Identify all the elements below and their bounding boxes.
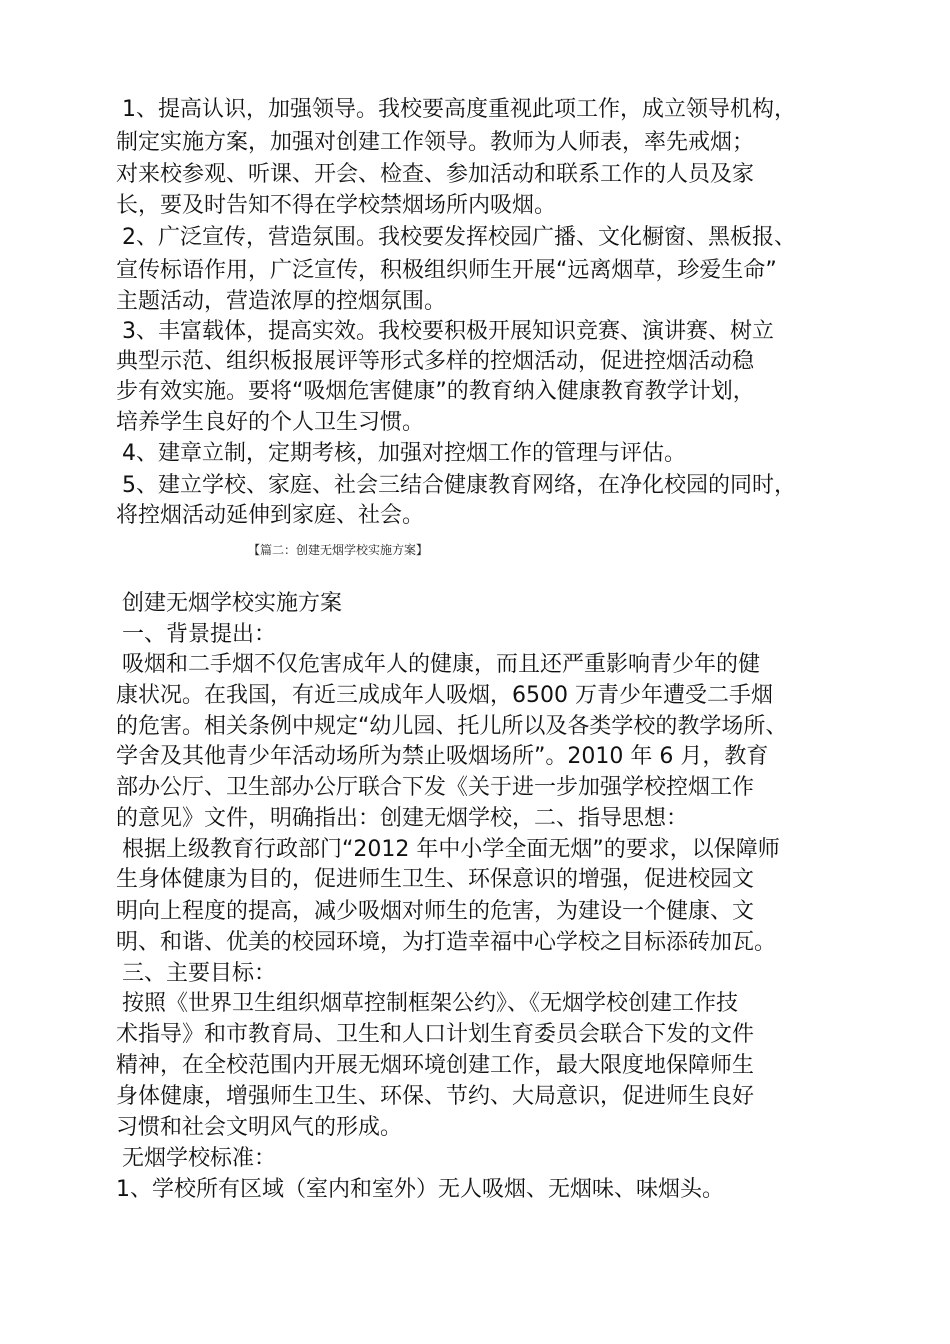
text-line: 康状况。在我国，有近三成成年人吸烟，6500 万青少年遭受二手烟 (116, 683, 773, 708)
text-line: 三、主要目标： (122, 961, 277, 986)
text-line: 习惯和社会文明风气的形成。 (116, 1115, 403, 1140)
text-line: 1、提高认识，加强领导。我校要高度重视此项工作，成立领导机构， (122, 97, 796, 122)
text-line: 长，要及时告知不得在学校禁烟场所内吸烟。 (116, 193, 557, 218)
text-line: 主题活动，营造浓厚的控烟氛围。 (116, 289, 447, 314)
text-line: 无烟学校标准： (122, 1146, 277, 1171)
text-line: 吸烟和二手烟不仅危害成年人的健康，而且还严重影响青少年的健 (122, 652, 761, 677)
text-line: 步有效实施。要将“吸烟危害健康”的教育纳入健康教育教学计划， (116, 379, 755, 404)
text-line: 2、广泛宣传，营造氛围。我校要发挥校园广播、文化橱窗、黑板报、 (122, 225, 796, 250)
text-line: 宣传标语作用，广泛宣传，积极组织师生开展“远离烟草，珍爱生命” (116, 258, 777, 283)
text-line: 生身体健康为目的，促进师生卫生、环保意识的增强，促进校园文 (116, 867, 755, 892)
text-line: 根据上级教育行政部门“2012 年中小学全面无烟”的要求，以保障师 (122, 837, 780, 862)
text-line: 将控烟活动延伸到家庭、社会。 (116, 503, 425, 528)
text-line: 一、背景提出： (122, 622, 277, 647)
text-line: 部办公厅、卫生部办公厅联合下发《关于进一步加强学校控烟工作 (116, 775, 755, 800)
text-line: 制定实施方案，加强对创建工作领导。教师为人师表，率先戒烟； (116, 130, 755, 155)
text-line: 培养学生良好的个人卫生习惯。 (116, 410, 425, 435)
text-line: 学舍及其他青少年活动场所为禁止吸烟场所”。2010 年 6 月，教育 (116, 744, 769, 769)
text-line: 的意见》文件，明确指出：创建无烟学校，二、指导思想： (116, 806, 689, 831)
section-caption: 【篇二：创建无烟学校实施方案】 (248, 543, 429, 557)
text-line: 精神，在全校范围内开展无烟环境创建工作，最大限度地保障师生 (116, 1053, 755, 1078)
text-line: 明向上程度的提高，减少吸烟对师生的危害，为建设一个健康、文 (116, 899, 755, 924)
text-line: 术指导》和市教育局、卫生和人口计划生育委员会联合下发的文件 (116, 1022, 755, 1047)
text-line: 身体健康，增强师生卫生、环保、节约、大局意识，促进师生良好 (116, 1084, 755, 1109)
text-line: 1、学校所有区域（室内和室外）无人吸烟、无烟味、味烟头。 (116, 1177, 724, 1202)
text-line: 按照《世界卫生组织烟草控制框架公约》、《无烟学校创建工作技 (122, 991, 739, 1016)
text-line: 4、建章立制，定期考核，加强对控烟工作的管理与评估。 (122, 441, 686, 466)
text-line: 3、丰富载体，提高实效。我校要积极开展知识竞赛、演讲赛、树立 (122, 319, 774, 344)
document-title: 创建无烟学校实施方案 (122, 591, 343, 616)
text-line: 对来校参观、听课、开会、检查、参加活动和联系工作的人员及家 (116, 162, 755, 187)
text-line: 的危害。相关条例中规定“幼儿园、托儿所以及各类学校的教学场所、 (116, 714, 788, 739)
text-line: 典型示范、组织板报展评等形式多样的控烟活动，促进控烟活动稳 (116, 349, 755, 374)
text-line: 明、和谐、优美的校园环境，为打造幸福中心学校之目标添砖加瓦。 (116, 930, 777, 955)
text-line: 5、建立学校、家庭、社会三结合健康教育网络，在净化校园的同时， (122, 473, 796, 498)
